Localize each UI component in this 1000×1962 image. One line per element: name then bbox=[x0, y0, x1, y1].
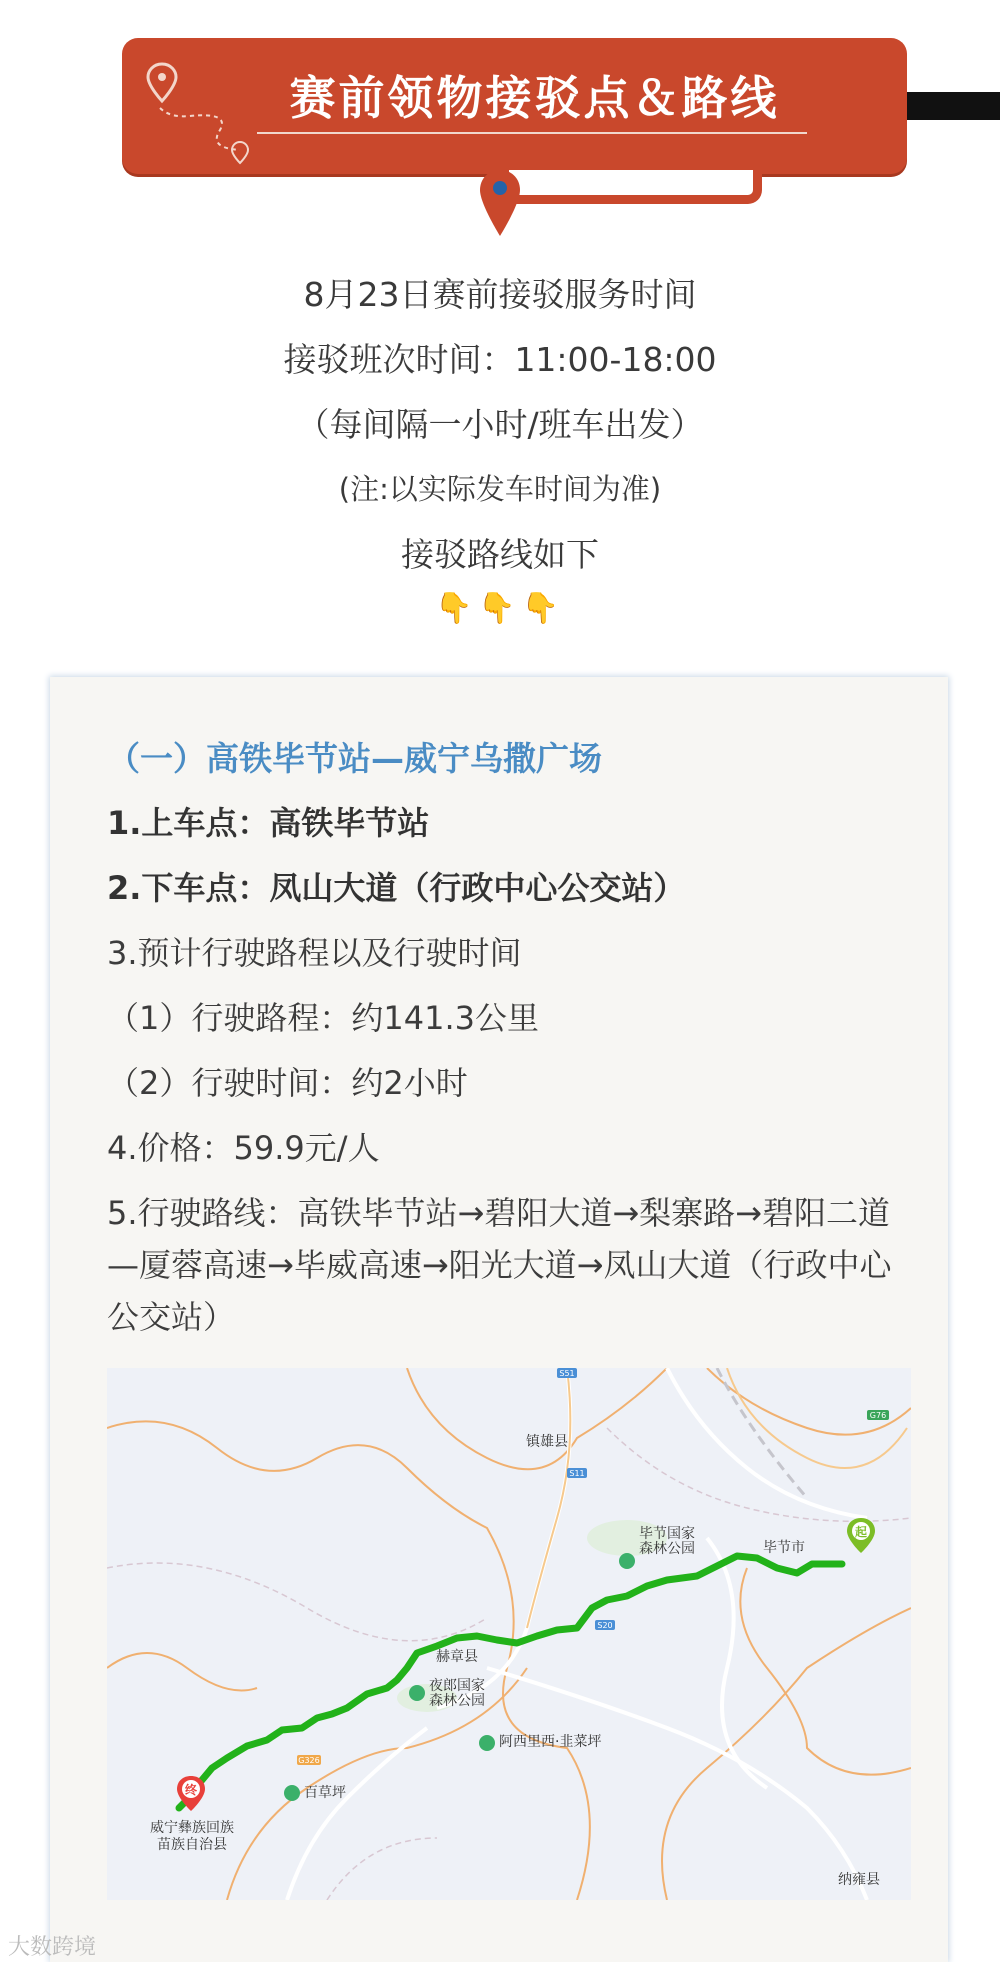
label-weining-1: 威宁彝族回族 bbox=[150, 1820, 234, 1836]
svg-text:S51: S51 bbox=[559, 1369, 575, 1378]
service-date: 8月23日赛前接驳服务时间 bbox=[303, 275, 697, 314]
banner-plate bbox=[122, 38, 907, 174]
banner-underline bbox=[257, 132, 807, 134]
label-zhenxiong: 镇雄县 bbox=[526, 1434, 568, 1450]
label-bijie-park-2: 森林公园 bbox=[639, 1541, 695, 1557]
label-yelang-1: 夜郎国家 bbox=[429, 1678, 485, 1694]
svg-text:起: 起 bbox=[854, 1525, 868, 1539]
routes-heading: 接驳路线如下 bbox=[401, 535, 599, 574]
banner-tab bbox=[500, 170, 762, 204]
route-map[interactable] bbox=[107, 1368, 911, 1900]
svg-text:S11: S11 bbox=[569, 1469, 585, 1478]
svg-text:终: 终 bbox=[184, 1783, 198, 1797]
route-title: （一）高铁毕节站—威宁乌撒广场 bbox=[107, 739, 602, 778]
watermark: 大数跨境 bbox=[8, 1935, 97, 1960]
banner-title: 赛前领物接驳点＆路线 bbox=[289, 71, 780, 125]
svg-text:G326: G326 bbox=[298, 1756, 320, 1765]
shuttle-note: (注:以实际发车时间为准) bbox=[338, 472, 662, 506]
route-distance: （1）行驶路程：约141.3公里 bbox=[107, 999, 539, 1037]
label-bijie-park-1: 毕节国家 bbox=[639, 1526, 695, 1542]
header-banner bbox=[0, 0, 1000, 250]
label-baicaoping: 百草坪 bbox=[304, 1785, 346, 1801]
alighting-point: 2.下车点：凤山大道（行政中心公交站） bbox=[107, 869, 686, 907]
decorative-bar bbox=[905, 92, 1000, 120]
svg-text:G76: G76 bbox=[869, 1411, 887, 1420]
service-intro bbox=[0, 262, 1000, 626]
label-weining-2: 苗族自治县 bbox=[157, 1837, 227, 1853]
shuttle-interval: （每间隔一小时/班车出发） bbox=[296, 405, 704, 444]
map-canvas bbox=[107, 1368, 911, 1900]
label-nayong: 纳雍县 bbox=[838, 1872, 880, 1888]
svg-text:S20: S20 bbox=[597, 1621, 613, 1630]
route-duration: （2）行驶时间：约2小时 bbox=[107, 1064, 468, 1102]
route-details bbox=[107, 727, 917, 1343]
location-pin-icon bbox=[478, 168, 522, 238]
label-yelang-2: 森林公园 bbox=[429, 1693, 485, 1709]
label-bijie-city: 毕节市 bbox=[763, 1540, 805, 1556]
label-hezhang: 赫章县 bbox=[436, 1649, 478, 1665]
estimate-heading: 3.预计行驶路程以及行驶时间 bbox=[107, 934, 522, 972]
label-axili: 阿西里西·韭菜坪 bbox=[499, 1734, 602, 1750]
route-price: 4.价格：59.9元/人 bbox=[107, 1129, 380, 1167]
pointing-down-icon: 👇👇👇 bbox=[434, 591, 566, 626]
shuttle-time: 接驳班次时间：11:00-18:00 bbox=[283, 340, 717, 379]
route-path: 5.行驶路线：高铁毕节站→碧阳大道→梨寨路→碧阳二道—厦蓉高速→毕威高速→阳光大道→凤山大道（行政中心公交站） bbox=[107, 1194, 892, 1336]
boarding-point: 1.上车点：高铁毕节站 bbox=[107, 804, 430, 842]
